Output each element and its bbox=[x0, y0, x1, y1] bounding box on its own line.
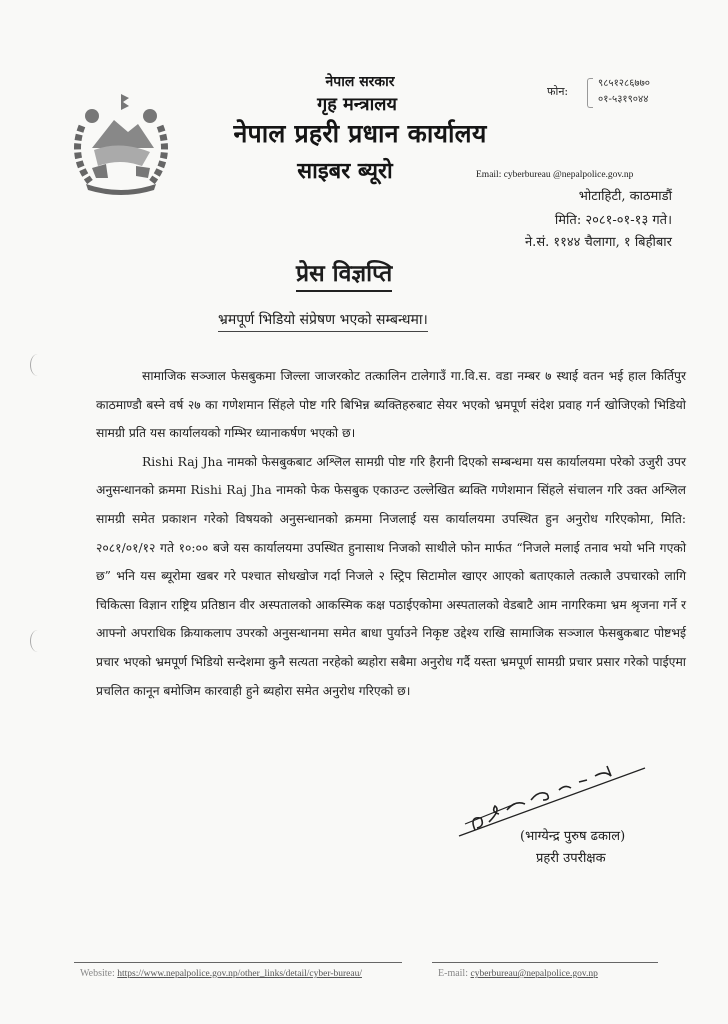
email-label: E-mail: bbox=[438, 968, 468, 979]
footer-divider bbox=[432, 962, 658, 963]
phone-brace bbox=[587, 78, 593, 108]
punch-hole-mark bbox=[30, 630, 45, 652]
phone-label: फोन: bbox=[547, 85, 569, 98]
header-email: Email: cyberbureau @nepalpolice.gov.np bbox=[476, 170, 634, 180]
body-paragraph-1: सामाजिक सञ्जाल फेसबुकमा जिल्ला जाजरकोट तत्कालिन टालेगाउँ गा.वि.स. वडा नम्बर ७ स्थाई वतन भई हाल किर्तिपुर काठमाण्डौ बस्ने वर्ष २७ का गणेशमान सिंहले पोष्ट गरि बिभिन्न ब्यक्तिहरुबाट सेयर भएको भ्रमपूर्ण संदेश प्रवाह गर्न खोजिएको भिडियो सामग्री प्रति यस कार्यालयको गम्भिर ध्यानाकर्षण भएको छ। bbox=[96, 369, 686, 441]
bureau-name: साइबर ब्यूरो bbox=[297, 159, 393, 184]
office-location: भोटाहिटी, काठमाडौं bbox=[578, 189, 672, 204]
email-link[interactable]: cyberbureau@nepalpolice.gov.np bbox=[470, 969, 598, 979]
body-paragraph-2: Rishi Raj Jha नामको फेसबुकबाट अश्लिल सामग्री पोष्ट गरि हैरानी दिएको सम्बन्धमा यस कार्यालयमा परेको उजुरी उपर अनुसन्धानको क्रममा Rishi Raj Jha नामको फेक फेसबुक एकाउन्ट उल्लेखित ब्यक्ति गणेशमान सिंहले संचालन गरि उक्त अश्लिल सामग्री समेत प्रकाशन गरेको विषयको अनुसन्धानको क्रममा निजलाई यस कार्यालयमा उपस्थित हुन अनुरोध गरिएकोमा, मिति: २०८१/०१/१२ गते १०:०० बजे यस कार्यालयमा उपस्थित हुनासाथ निजको साथीले फोन मार्फत “निजले मलाई तनाव भयो भनि गएको छ” भनि यस ब्यूरोमा खबर गरे पश्चात सोधखोज गर्दा निजले २ स्ट्रिप सिटामोल खाएर आएको बताएकाले तत्कालै उपचारको लागि चिकित्सा विज्ञान राष्ट्रिय प्रतिष्ठान वीर अस्पतालको आकस्मिक कक्ष पठाईएकोमा अस्पतालको वेडबाटै आम नागरिकमा भ्रम श्रृजना गर्ने र आफ्नो अपराधिक क्रियाकलाप उपरको अनुसन्धानमा समेत बाधा पुर्याउने निकृष्ट उद्देश्य राखि सामाजिक सञ्जाल फेसबुकबाट पोष्टभई प्रचार भएको भ्रमपूर्ण भिडियो सन्देशमा कुनै सत्यता नरहेको ब्यहोरा सबैमा अनुरोध गर्दै यस्ता भ्रमपूर्ण सामग्री प्रचार प्रसार गरेको पाईएमा प्रचलित कानून बमोजिम कारवाही हुने ब्यहोरा समेत अनुरोध गरिएको छ। bbox=[96, 454, 686, 698]
footer-email bbox=[438, 968, 598, 979]
signatory-name: (भाग्येन्द्र पुरुष ढकाल) bbox=[520, 829, 626, 844]
ministry-name: गृह मन्त्रालय bbox=[317, 94, 397, 115]
punch-hole-mark bbox=[30, 354, 45, 376]
website-label: Website: bbox=[80, 968, 115, 979]
signatory-rank: प्रहरी उपरीक्षक bbox=[536, 851, 606, 866]
nepal-emblem-icon bbox=[62, 86, 180, 198]
website-link[interactable]: https://www.nepalpolice.gov.np/other_links/detail/cyber-bureau/ bbox=[117, 969, 362, 979]
government-name: नेपाल सरकार bbox=[325, 74, 395, 90]
office-name: नेपाल प्रहरी प्रधान कार्यालय bbox=[233, 119, 487, 148]
nepal-sambat-date: ने.सं. ११४४ चैलागा, १ बिहीबार bbox=[524, 235, 672, 250]
phone-mobile: ९८५१२८६७७० bbox=[598, 78, 650, 89]
document-title: प्रेस विज्ञप्ति bbox=[296, 256, 392, 292]
footer-website bbox=[80, 968, 362, 979]
document-body bbox=[96, 362, 686, 705]
phone-numbers bbox=[598, 76, 650, 108]
footer-divider bbox=[74, 962, 402, 963]
phone-landline: ०१-५३१९०४४ bbox=[598, 94, 649, 105]
document-date: मिति: २०८१-०१-१३ गते। bbox=[554, 213, 672, 228]
document-subject: भ्रमपूर्ण भिडियो संप्रेषण भएको सम्बन्धमा। bbox=[218, 310, 428, 332]
